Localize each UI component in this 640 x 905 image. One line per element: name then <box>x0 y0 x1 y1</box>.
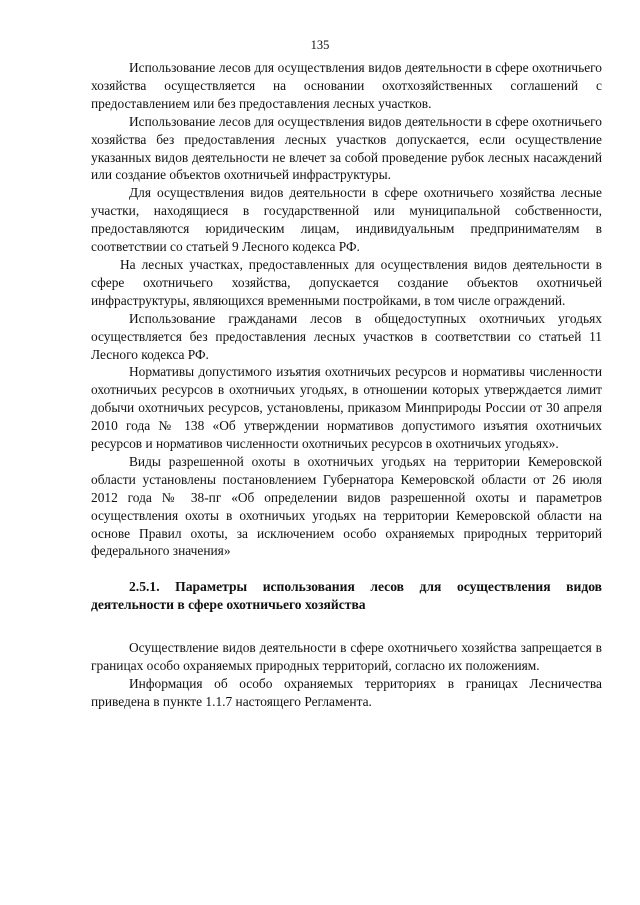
paragraph-forest-use-basis: Использование лесов для осуществления видов деятельности в сфере охотничьего хозяйства осуществляется на основании охотхозяйственных соглашений с предоставлением или без предоставления лесных участков. <box>91 60 602 111</box>
section-heading: 2.5.1. Параметры использования лесов для осуществления видов деятельности в сфере охотничьего хозяйства <box>91 579 602 613</box>
paragraph-protected-areas-info: Информация об особо охраняемых территориях в границах Лесничества приведена в пункте 1.1.7 настоящего Регламента. <box>91 676 602 709</box>
paragraph-protected-areas-ban: Осуществление видов деятельности в сфере охотничьего хозяйства запрещается в границах особо охраняемых природных территорий, согласно их положениям. <box>91 640 602 674</box>
paragraph-harvest-norms: Нормативы допустимого изъятия охотничьих ресурсов и нормативы численности охотничьих ресурсов в охотничьих угодьях, в отношении которых утверждается лимит добычи охотничьих ресурсов, установлены, приказом Минприроды России от 30 апреля 2010 года № 138 «Об утверждении нормативов допустимого изъятия охотничьих ресурсов и нормативов численности охотничьих ресурсов в охотничьих угодьях». <box>91 364 602 452</box>
document-body <box>91 59 602 711</box>
paragraph-citizen-use: Использование гражданами лесов в общедоступных охотничьих угодьях осуществляется без предоставления лесных участков в соответствии со статьей 11 Лесного кодекса РФ. <box>91 310 602 362</box>
paragraph-infrastructure: На лесных участках, предоставленных для осуществления видов деятельности в сфере охотничьего хозяйства, допускается создание объектов охотничьей инфраструктуры, являющихся временными постройками, в том числе ограждений. <box>91 256 602 308</box>
page-number: 135 <box>310 38 330 52</box>
paragraph-hunting-types: Виды разрешенной охоты в охотничьих угодьях на территории Кемеровской области установлены постановлением Губернатора Кемеровской области от 26 июля 2012 года № 38-пг «Об определении видов разрешенной охоты и параметров осуществления охоты в охотничьих угодьях на территории Кемеровской области на основе Правил охоты, за исключением особо охраняемых природных территорий федерального значения» <box>91 453 602 559</box>
paragraph-use-without-plots: Использование лесов для осуществления видов деятельности в сфере охотничьего хозяйства без предоставления лесных участков допускается, если осуществление указанных видов деятельности не влечет за собой проведение рубок лесных насаждений или создание объектов охотничьей инфраструктуры. <box>91 113 602 183</box>
paragraph-plot-provision: Для осуществления видов деятельности в сфере охотничьего хозяйства лесные участки, находящиеся в государственной или муниципальной собственности, предоставляются юридическим лицам, индивидуальным предпринимателям в соответствии со статьей 9 Лесного кодекса РФ. <box>91 185 602 255</box>
